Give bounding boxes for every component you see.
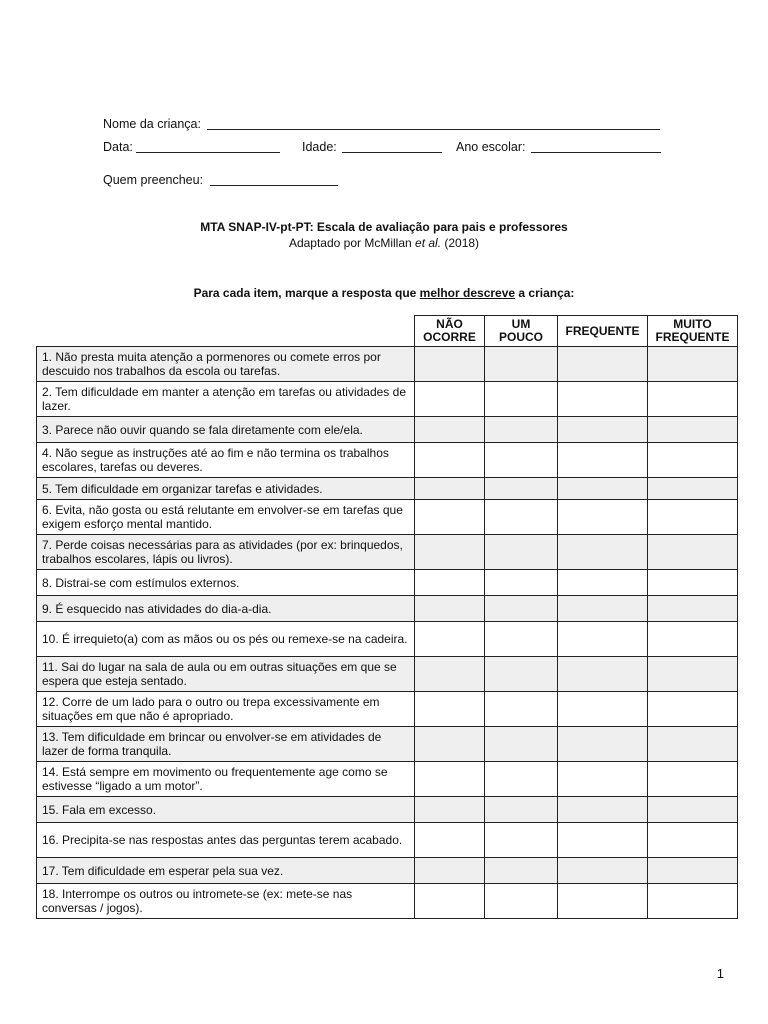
answer-cell-frequente[interactable] [558,692,648,727]
child-name-field[interactable] [207,129,660,130]
answer-cell-um-pouco[interactable] [485,692,558,727]
answer-cell-nao-ocorre[interactable] [415,382,485,417]
table-row [37,884,738,919]
answer-cell-frequente[interactable] [558,347,648,382]
instruction-text: Para cada item, marque a resposta que melhor descreve a criança: [193,286,575,300]
answer-cell-um-pouco[interactable] [485,657,558,692]
answer-cell-um-pouco[interactable] [485,535,558,570]
answer-cell-um-pouco[interactable] [485,500,558,535]
item-label: 11. Sai do lugar na sala de aula ou em outras situações em que se espera que esteja sentado. [42,660,397,688]
item-label: 9. É esquecido nas atividades do dia-a-dia. [42,601,272,616]
answer-cell-muito-frequente[interactable] [648,797,738,823]
answer-cell-frequente[interactable] [558,622,648,657]
item-label: 16. Precipita-se nas respostas antes das perguntas terem acabado. [42,833,403,847]
answer-cell-nao-ocorre[interactable] [415,417,485,443]
item-text [37,762,415,797]
table-row [37,417,738,443]
answer-cell-muito-frequente[interactable] [648,535,738,570]
answer-cell-frequente[interactable] [558,884,648,919]
answer-cell-nao-ocorre[interactable] [415,797,485,823]
answer-cell-frequente[interactable] [558,596,648,622]
answer-cell-frequente[interactable] [558,478,648,500]
answer-cell-um-pouco[interactable] [485,382,558,417]
answer-cell-nao-ocorre[interactable] [415,858,485,884]
answer-cell-frequente[interactable] [558,727,648,762]
filled-by-field[interactable] [210,185,338,186]
table-row [37,797,738,823]
item-text [37,500,415,535]
school-year-label: Ano escolar: [456,140,526,154]
answer-cell-nao-ocorre[interactable] [415,622,485,657]
answer-cell-frequente[interactable] [558,797,648,823]
age-label: Idade: [302,140,337,154]
answer-cell-muito-frequente[interactable] [648,692,738,727]
rating-table [36,315,738,919]
answer-cell-um-pouco[interactable] [485,727,558,762]
answer-cell-frequente[interactable] [558,443,648,478]
column-header-frequente: FREQUENTE [558,316,648,347]
answer-cell-nao-ocorre[interactable] [415,884,485,919]
table-row [37,823,738,858]
answer-cell-frequente[interactable] [558,657,648,692]
item-label: 14. Está sempre em movimento ou frequentemente age como se estivesse “ligado a um motor”. [42,765,388,793]
filled-by-label: Quem preencheu: [103,173,204,187]
answer-cell-muito-frequente[interactable] [648,570,738,596]
answer-cell-um-pouco[interactable] [485,347,558,382]
table-corner [37,316,415,347]
item-text [37,622,415,657]
item-label: 18. Interrompe os outros ou intromete-se (ex: mete-se nas conversas / jogos). [42,887,353,915]
answer-cell-um-pouco[interactable] [485,762,558,797]
item-text [37,797,415,823]
answer-cell-um-pouco[interactable] [485,417,558,443]
item-text [37,347,415,382]
answer-cell-um-pouco[interactable] [485,570,558,596]
item-label: 8. Distrai-se com estímulos externos. [42,575,240,590]
answer-cell-frequente[interactable] [558,823,648,858]
answer-cell-nao-ocorre[interactable] [415,570,485,596]
answer-cell-um-pouco[interactable] [485,596,558,622]
item-label: 13. Tem dificuldade em brincar ou envolver-se em atividades de lazer de forma tranquila. [42,730,382,758]
age-field[interactable] [342,152,442,153]
answer-cell-nao-ocorre[interactable] [415,596,485,622]
table-row [37,382,738,417]
item-text [37,727,415,762]
answer-cell-muito-frequente[interactable] [648,727,738,762]
answer-cell-frequente[interactable] [558,535,648,570]
answer-cell-muito-frequente[interactable] [648,443,738,478]
answer-cell-nao-ocorre[interactable] [415,823,485,858]
answer-cell-nao-ocorre[interactable] [415,727,485,762]
answer-cell-um-pouco[interactable] [485,443,558,478]
school-year-field[interactable] [531,152,661,153]
item-text [37,823,415,858]
item-text [37,596,415,622]
table-row [37,727,738,762]
item-label: 10. É irrequieto(a) com as mãos ou os pés ou remexe-se na cadeira. [42,632,408,646]
answer-cell-muito-frequente[interactable] [648,382,738,417]
answer-cell-frequente[interactable] [558,762,648,797]
answer-cell-frequente[interactable] [558,500,648,535]
column-header-nao-ocorre: NÃO OCORRE [415,316,485,347]
answer-cell-muito-frequente[interactable] [648,500,738,535]
answer-cell-muito-frequente[interactable] [648,478,738,500]
column-header-um-pouco: UM POUCO [485,316,558,347]
table-row [37,657,738,692]
table-row [37,478,738,500]
item-label: 4. Não segue as instruções até ao fim e não termina os trabalhos escolares, tarefas ou deveres. [42,446,389,474]
item-text [37,443,415,478]
answer-cell-um-pouco[interactable] [485,797,558,823]
table-row [37,596,738,622]
table-row [37,692,738,727]
answer-cell-nao-ocorre[interactable] [415,478,485,500]
form-title: MTA SNAP-IV-pt-PT: Escala de avaliação para pais e professores [200,220,568,234]
answer-cell-frequente[interactable] [558,382,648,417]
answer-cell-nao-ocorre[interactable] [415,657,485,692]
answer-cell-muito-frequente[interactable] [648,622,738,657]
answer-cell-muito-frequente[interactable] [648,417,738,443]
item-text [37,417,415,443]
answer-cell-muito-frequente[interactable] [648,657,738,692]
table-row [37,570,738,596]
table-row [37,443,738,478]
item-label: 5. Tem dificuldade em organizar tarefas e atividades. [42,481,323,496]
answer-cell-um-pouco[interactable] [485,622,558,657]
child-name-label: Nome da criança: [103,117,201,131]
answer-cell-frequente[interactable] [558,858,648,884]
answer-cell-frequente[interactable] [558,417,648,443]
table-row [37,347,738,382]
form-subtitle: Adaptado por McMillan et al. (2018) [288,236,480,250]
item-label: 6. Evita, não gosta ou está relutante em envolver-se em tarefas que exigem esforço mental mantido. [42,503,403,531]
answer-cell-muito-frequente[interactable] [648,858,738,884]
column-header-muito-frequente: MUITO FREQUENTE [648,316,738,347]
answer-cell-muito-frequente[interactable] [648,884,738,919]
page-number: 1 [716,966,724,981]
answer-cell-frequente[interactable] [558,570,648,596]
answer-cell-nao-ocorre[interactable] [415,443,485,478]
item-text [37,535,415,570]
item-text [37,692,415,727]
table-row [37,622,738,657]
answer-cell-muito-frequente[interactable] [648,762,738,797]
item-label: 2. Tem dificuldade em manter a atenção em tarefas ou atividades de lazer. [42,385,406,413]
table-row [37,762,738,797]
date-label: Data: [103,140,133,154]
item-label: 3. Parece não ouvir quando se fala diretamente com ele/ela. [42,422,363,437]
answer-cell-um-pouco[interactable] [485,858,558,884]
item-label: 1. Não presta muita atenção a pormenores ou comete erros por descuido nos trabalhos da escola ou tarefas. [42,350,381,378]
answer-cell-muito-frequente[interactable] [648,347,738,382]
item-text [37,570,415,596]
answer-cell-nao-ocorre[interactable] [415,762,485,797]
item-text [37,858,415,884]
item-text [37,884,415,919]
item-label: 17. Tem dificuldade em esperar pela sua vez. [42,863,284,878]
item-label: 15. Fala em excesso. [42,802,157,817]
item-text [37,657,415,692]
answer-cell-nao-ocorre[interactable] [415,535,485,570]
table-row [37,535,738,570]
table-row [37,858,738,884]
item-label: 12. Corre de um lado para o outro ou trepa excessivamente em situações em que não é apropriado. [42,695,380,723]
answer-cell-nao-ocorre[interactable] [415,500,485,535]
answer-cell-nao-ocorre[interactable] [415,347,485,382]
answer-cell-um-pouco[interactable] [485,478,558,500]
item-text [37,478,415,500]
answer-cell-um-pouco[interactable] [485,823,558,858]
table-row [37,500,738,535]
answer-cell-muito-frequente[interactable] [648,823,738,858]
answer-cell-nao-ocorre[interactable] [415,692,485,727]
item-label: 7. Perde coisas necessárias para as atividades (por ex: brinquedos, trabalhos escolares, lápis ou livros). [42,538,403,566]
answer-cell-muito-frequente[interactable] [648,596,738,622]
answer-cell-um-pouco[interactable] [485,884,558,919]
item-text [37,382,415,417]
date-field[interactable] [136,152,280,153]
